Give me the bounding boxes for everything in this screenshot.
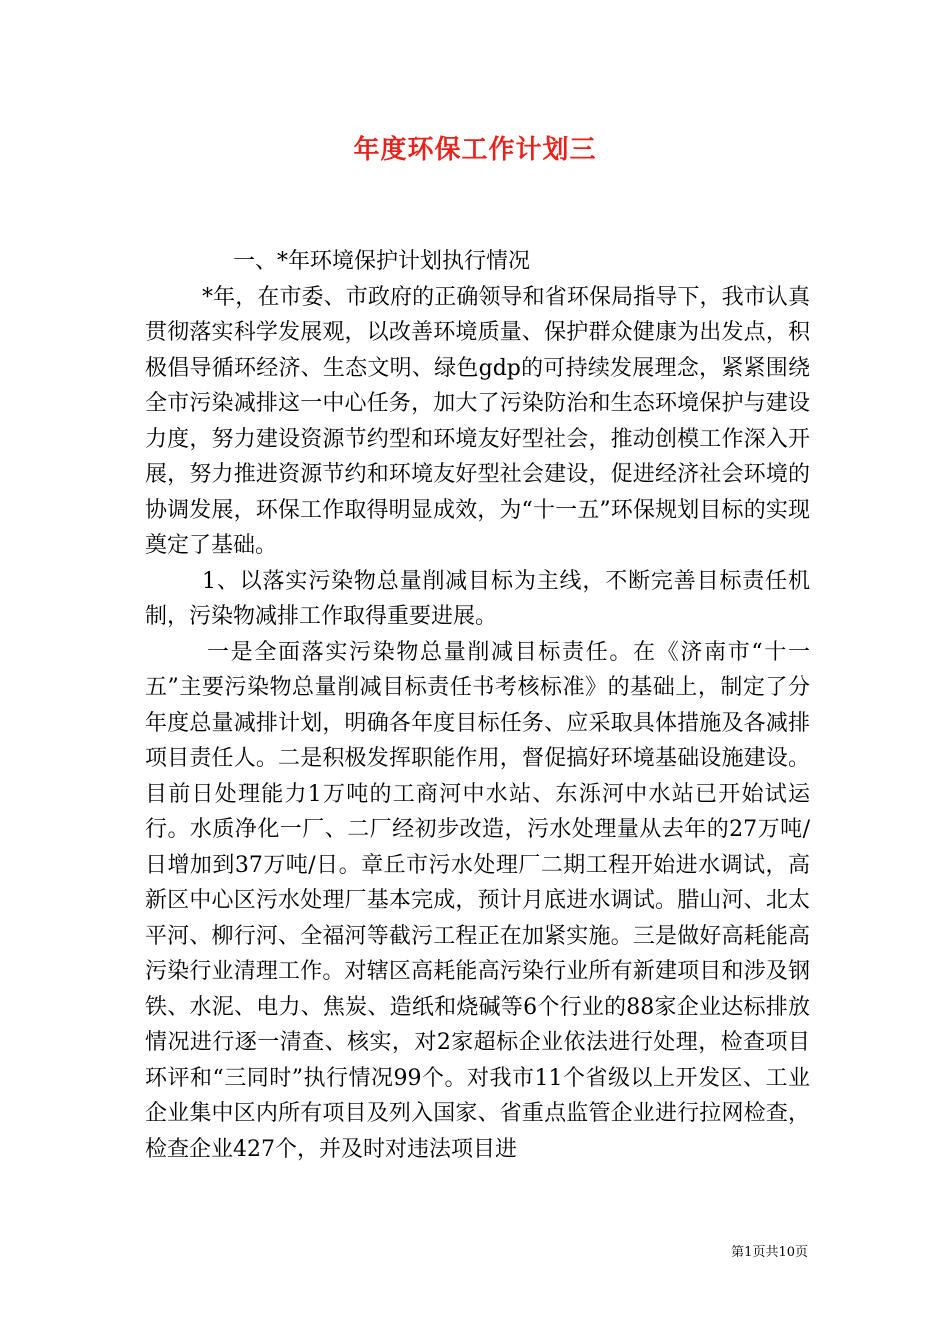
paragraph-item-1: 1、以落实污染物总量削减目标为主线，不断完善目标责任机制，污染物减排工作取得重要进展。 — [145, 568, 810, 629]
paragraph-intro: *年，在市委、市政府的正确领导和省环保局指导下，我市认真贯彻落实科学发展观，以改善环境质量、保护群众健康为出发点，积极倡导循环经济、生态文明、绿色gdp的可持续发展理念，紧紧围绕全市污染减排这一中心任务，加大了污染防治和生态环境保护与建设力度，努力建设资源节约型和环境友好型社会，推动创模工作深入开展，努力推进资源节约和环境友好型社会建设，促进经济社会环境的协调发展，环保工作取得明显成效，为“十一五”环保规划目标的实现奠定了基础。 — [145, 284, 810, 558]
document-body — [145, 244, 810, 1167]
section-heading: 一、*年环境保护计划执行情况 — [233, 249, 531, 274]
paragraph-details: 一是全面落实污染物总量削减目标责任。在《济南市“十一五”主要污染物总量削减目标责任书考核标准》的基础上，制定了分年度总量减排计划，明确各年度目标任务、应采取具体措施及各减排项目责任人。二是积极发挥职能作用，督促搞好环境基础设施建设。目前日处理能力1万吨的工商河中水站、东泺河中水站已开始试运行。水质净化一厂、二厂经初步改造，污水处理量从去年的27万吨/日增加到37万吨/日。章丘市污水处理厂二期工程开始进水调试，高新区中心区污水处理厂基本完成，预计月底进水调试。腊山河、北太平河、柳行河、全福河等截污工程正在加紧实施。三是做好高耗能高污染行业清理工作。对辖区高耗能高污染行业所有新建项目和涉及钢铁、水泥、电力、焦炭、造纸和烧碱等6个行业的88家企业达标排放情况进行逐一清查、核实，对2家超标企业依法进行处理，检查项目环评和“三同时”执行情况99个。对我市11个省级以上开发区、工业企业集中区内所有项目及列入国家、省重点监管企业进行拉网检查，检查企业427个，并及时对违法项目进 — [145, 639, 810, 1162]
document-title: 年度环保工作计划三 — [353, 135, 597, 165]
page-number-footer: 第1页共10页 — [731, 1245, 808, 1260]
